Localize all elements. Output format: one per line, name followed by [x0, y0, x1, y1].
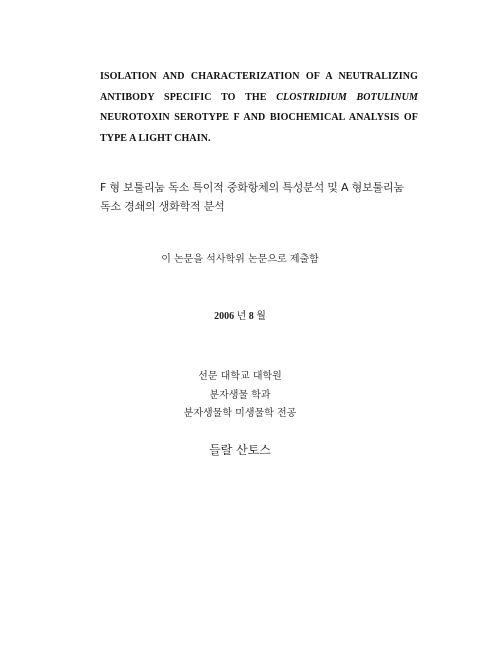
korean-title-line2: 독소 경쇄의 생화학적 분석	[100, 200, 225, 213]
english-title-part1: ISOLATION AND CHARACTERIZATION OF A NEUTRALIZING ANTIBODY SPECIFIC TO THE	[100, 71, 418, 103]
major-name: 분자생물학 미생물학 전공	[183, 408, 297, 419]
korean-title-line1: F 형 보툴리눔 독소 특이적 중화항체의 특성분석 및 A 형보툴리눔	[100, 181, 404, 194]
date-year: 2006	[214, 311, 235, 322]
department-name: 분자생물 학과	[209, 390, 271, 401]
author-name: 들랄 산토스	[209, 443, 271, 457]
english-title	[100, 67, 418, 149]
date-month-suffix: 월	[256, 311, 266, 322]
submission-date	[0, 307, 480, 322]
date-month: 8	[248, 311, 254, 322]
university-name: 선문 대학교 대학원	[198, 371, 282, 382]
english-title-part2: NEUROTOXIN SEROTYPE F AND BIOCHEMICAL ANALYSIS OF TYPE A LIGHT CHAIN.	[100, 112, 418, 144]
submission-note: 이 논문을 석사학위 논문으로 제출함	[161, 254, 319, 265]
korean-title	[100, 178, 425, 216]
english-title-species: CLOSTRIDIUM BOTULINUM	[276, 91, 418, 103]
date-year-suffix: 년	[236, 311, 247, 322]
